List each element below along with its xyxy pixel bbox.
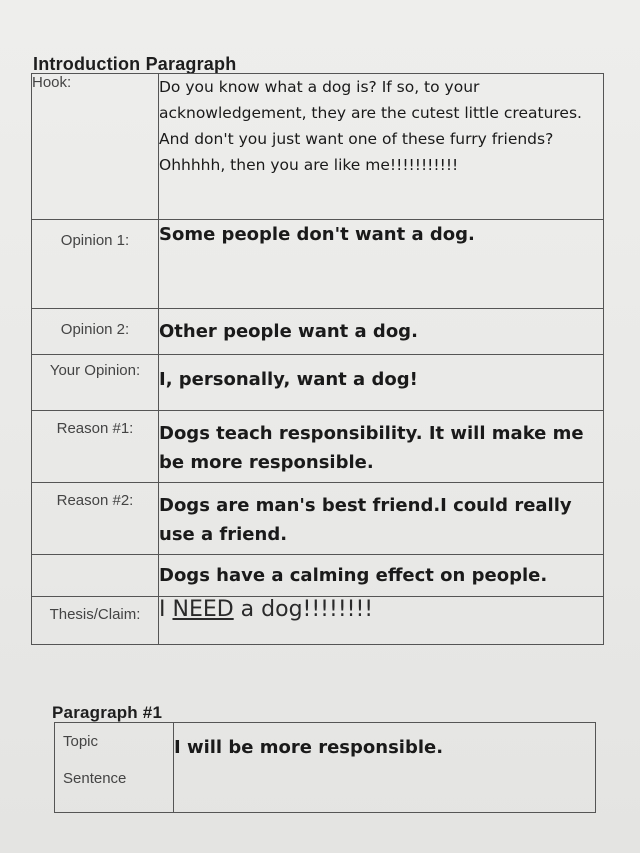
paragraph-1-table <box>54 722 596 813</box>
table-row-your-opinion <box>32 355 604 411</box>
table-row-reason-1 <box>32 411 604 483</box>
intro-table <box>31 73 604 645</box>
table-row-opinion-2 <box>32 309 604 355</box>
reason-2-text: Dogs are man's best friend.I could really use a friend. <box>159 483 604 555</box>
table-row-topic-sentence <box>55 723 596 813</box>
reason-3-label <box>32 555 159 597</box>
table-row-thesis <box>32 597 604 645</box>
thesis-label: Thesis/Claim: <box>32 597 159 645</box>
opinion-2-label: Opinion 2: <box>32 309 159 355</box>
topic-sentence-label <box>55 723 174 813</box>
opinion-1-label: Opinion 1: <box>32 220 159 309</box>
thesis-text-underlined: NEED <box>172 597 234 622</box>
thesis-text <box>159 597 604 645</box>
reason-2-label: Reason #2: <box>32 483 159 555</box>
table-row-hook <box>32 74 604 220</box>
thesis-text-pre: I <box>159 597 173 622</box>
table-row-opinion-1 <box>32 220 604 309</box>
opinion-2-text: Other people want a dog. <box>159 309 604 355</box>
your-opinion-text: I, personally, want a dog! <box>159 355 604 411</box>
topic-label-line2: Sentence <box>63 770 127 787</box>
table-row-reason-2 <box>32 483 604 555</box>
hook-text: Do you know what a dog is? If so, to your acknowledgement, they are the cutest little creatures. And don't you just want one of these furry friends? Ohhhhh, then you are like me!!!!!!!!!!! <box>159 74 604 220</box>
intro-section-title: Introduction Paragraph <box>33 54 237 74</box>
reason-3-text: Dogs have a calming effect on people. <box>159 555 604 597</box>
topic-label-line1: Topic <box>63 733 99 750</box>
topic-sentence-text: I will be more responsible. <box>174 723 596 813</box>
paragraph-1-title: Paragraph #1 <box>52 703 163 722</box>
your-opinion-label: Your Opinion: <box>32 355 159 411</box>
hook-label: Hook: <box>32 74 159 220</box>
opinion-1-text: Some people don't want a dog. <box>159 220 604 309</box>
table-row-reason-3 <box>32 555 604 597</box>
thesis-text-post: a dog!!!!!!!! <box>233 597 374 622</box>
reason-1-text: Dogs teach responsibility. It will make me be more responsible. <box>159 411 604 483</box>
reason-1-label: Reason #1: <box>32 411 159 483</box>
